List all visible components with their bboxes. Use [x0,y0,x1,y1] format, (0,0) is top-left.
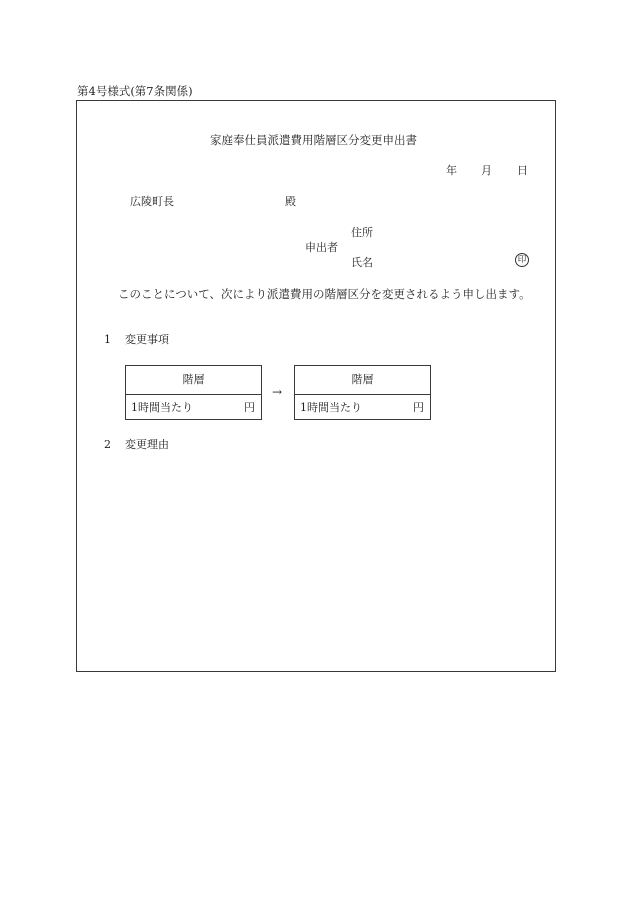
name-label: 氏名 [351,256,373,269]
date-month-label: 月 [481,164,492,177]
tier-unit-yen: 円 [244,401,255,414]
tier-box-after [294,365,431,420]
address-label: 住所 [351,226,373,239]
body-text: このことについて、次により派遣費用の階層区分を変更されるよう申し出ます。 [118,287,531,301]
section1-title: 変更事項 [125,333,169,346]
honorific: 殿 [285,195,296,208]
tier-box-before [125,365,262,420]
tier-unit-yen: 円 [413,401,424,414]
right-arrow-icon: → [272,385,283,399]
tier-header: 階層 [295,366,430,395]
addressee: 広陵町長 [130,195,174,208]
section2-number: 2 [104,438,111,451]
document-title: 家庭奉仕員派遣費用階層区分変更申出書 [210,133,417,147]
tier-unit-label: 1時間当たり [300,401,362,414]
applicant-label: 申出者 [305,241,338,254]
section1-number: 1 [104,333,111,346]
seal-icon: 印 [515,253,529,267]
tier-unit-label: 1時間当たり [131,401,193,414]
tier-header: 階層 [126,366,261,395]
section2-title: 変更理由 [125,438,169,451]
date-day-label: 日 [517,164,528,177]
form-number: 第4号様式(第7条関係) [77,84,193,98]
date-year-label: 年 [446,164,457,177]
